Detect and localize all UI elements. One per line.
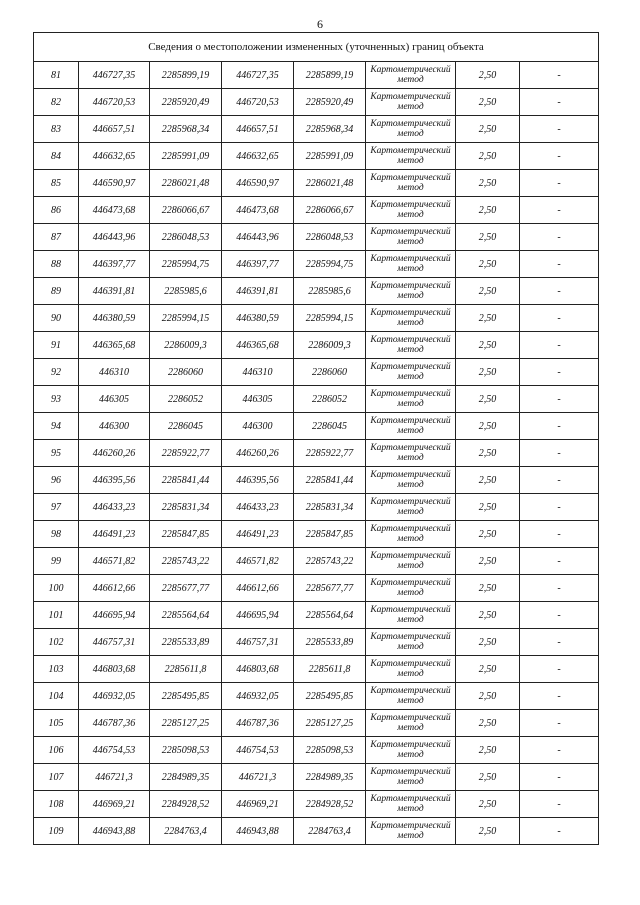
refined-y-cell: 2285994,75 [294,251,366,278]
refined-y-cell: 2285922,77 [294,440,366,467]
existing-x-cell: 446260,26 [79,440,150,467]
existing-y-cell: 2285922,77 [150,440,222,467]
method-cell: Картометрический метод [366,116,456,143]
existing-x-cell: 446397,77 [79,251,150,278]
refined-y-cell: 2284989,35 [294,764,366,791]
refined-y-cell: 2286021,48 [294,170,366,197]
point-number-cell: 94 [34,413,79,440]
method-cell: Картометрический метод [366,467,456,494]
existing-x-cell: 446721,3 [79,764,150,791]
accuracy-cell: 2,50 [456,548,520,575]
note-cell: - [520,413,599,440]
refined-y-cell: 2286052 [294,386,366,413]
table-row [34,764,599,791]
note-cell: - [520,386,599,413]
point-number-cell: 96 [34,467,79,494]
accuracy-cell: 2,50 [456,440,520,467]
refined-x-cell: 446632,65 [222,143,294,170]
point-number-cell: 93 [34,386,79,413]
point-number-cell: 102 [34,629,79,656]
table-row [34,413,599,440]
accuracy-cell: 2,50 [456,224,520,251]
existing-y-cell: 2286009,3 [150,332,222,359]
point-number-cell: 88 [34,251,79,278]
method-cell: Картометрический метод [366,197,456,224]
table-row [34,251,599,278]
table-row [34,332,599,359]
table-row [34,791,599,818]
accuracy-cell: 2,50 [456,710,520,737]
existing-y-cell: 2285098,53 [150,737,222,764]
existing-x-cell: 446943,88 [79,818,150,845]
page-number: 6 [317,17,323,31]
note-cell: - [520,656,599,683]
method-cell: Картометрический метод [366,575,456,602]
accuracy-cell: 2,50 [456,791,520,818]
existing-x-cell: 446433,23 [79,494,150,521]
accuracy-cell: 2,50 [456,818,520,845]
existing-y-cell: 2285677,77 [150,575,222,602]
method-cell: Картометрический метод [366,89,456,116]
existing-y-cell: 2285831,34 [150,494,222,521]
accuracy-cell: 2,50 [456,197,520,224]
refined-x-cell: 446365,68 [222,332,294,359]
point-number-cell: 98 [34,521,79,548]
table-row [34,683,599,710]
note-cell: - [520,224,599,251]
refined-x-cell: 446300 [222,413,294,440]
refined-x-cell: 446932,05 [222,683,294,710]
existing-x-cell: 446590,97 [79,170,150,197]
table-row [34,629,599,656]
note-cell: - [520,710,599,737]
note-cell: - [520,791,599,818]
note-cell: - [520,278,599,305]
note-cell: - [520,89,599,116]
table-row [34,710,599,737]
refined-x-cell: 446787,36 [222,710,294,737]
point-number-cell: 108 [34,791,79,818]
table-row [34,737,599,764]
existing-x-cell: 446632,65 [79,143,150,170]
refined-x-cell: 446433,23 [222,494,294,521]
note-cell: - [520,440,599,467]
note-cell: - [520,116,599,143]
existing-y-cell: 2286052 [150,386,222,413]
existing-y-cell: 2286066,67 [150,197,222,224]
point-number-cell: 84 [34,143,79,170]
existing-y-cell: 2285743,22 [150,548,222,575]
note-cell: - [520,602,599,629]
existing-x-cell: 446727,35 [79,62,150,89]
method-cell: Картометрический метод [366,521,456,548]
table-row [34,197,599,224]
refined-y-cell: 2286045 [294,413,366,440]
note-cell: - [520,818,599,845]
method-cell: Картометрический метод [366,629,456,656]
existing-y-cell: 2285564,64 [150,602,222,629]
existing-y-cell: 2285495,85 [150,683,222,710]
refined-y-cell: 2285968,34 [294,116,366,143]
refined-y-cell: 2285564,64 [294,602,366,629]
accuracy-cell: 2,50 [456,89,520,116]
accuracy-cell: 2,50 [456,332,520,359]
refined-x-cell: 446727,35 [222,62,294,89]
existing-x-cell: 446657,51 [79,116,150,143]
table-row [34,386,599,413]
refined-x-cell: 446443,96 [222,224,294,251]
point-number-cell: 90 [34,305,79,332]
refined-x-cell: 446720,53 [222,89,294,116]
refined-y-cell: 2285677,77 [294,575,366,602]
refined-x-cell: 446380,59 [222,305,294,332]
refined-x-cell: 446305 [222,386,294,413]
refined-y-cell: 2286060 [294,359,366,386]
refined-y-cell: 2285127,25 [294,710,366,737]
accuracy-cell: 2,50 [456,494,520,521]
method-cell: Картометрический метод [366,278,456,305]
accuracy-cell: 2,50 [456,143,520,170]
accuracy-cell: 2,50 [456,737,520,764]
refined-x-cell: 446721,3 [222,764,294,791]
refined-x-cell: 446754,53 [222,737,294,764]
existing-y-cell: 2285994,15 [150,305,222,332]
refined-y-cell: 2285611,8 [294,656,366,683]
note-cell: - [520,737,599,764]
point-number-cell: 103 [34,656,79,683]
refined-x-cell: 446612,66 [222,575,294,602]
refined-y-cell: 2286066,67 [294,197,366,224]
method-cell: Картометрический метод [366,602,456,629]
existing-y-cell: 2285611,8 [150,656,222,683]
point-number-cell: 97 [34,494,79,521]
method-cell: Картометрический метод [366,440,456,467]
refined-y-cell: 2284763,4 [294,818,366,845]
refined-x-cell: 446395,56 [222,467,294,494]
existing-x-cell: 446443,96 [79,224,150,251]
accuracy-cell: 2,50 [456,386,520,413]
note-cell: - [520,683,599,710]
existing-x-cell: 446365,68 [79,332,150,359]
table-row [34,440,599,467]
refined-y-cell: 2285985,6 [294,278,366,305]
note-cell: - [520,143,599,170]
method-cell: Картометрический метод [366,143,456,170]
existing-y-cell: 2285994,75 [150,251,222,278]
method-cell: Картометрический метод [366,251,456,278]
existing-x-cell: 446380,59 [79,305,150,332]
point-number-cell: 107 [34,764,79,791]
accuracy-cell: 2,50 [456,629,520,656]
method-cell: Картометрический метод [366,224,456,251]
table-row [34,548,599,575]
method-cell: Картометрический метод [366,548,456,575]
point-number-cell: 91 [34,332,79,359]
refined-y-cell: 2284928,52 [294,791,366,818]
method-cell: Картометрический метод [366,737,456,764]
accuracy-cell: 2,50 [456,413,520,440]
refined-x-cell: 446260,26 [222,440,294,467]
point-number-cell: 82 [34,89,79,116]
accuracy-cell: 2,50 [456,359,520,386]
accuracy-cell: 2,50 [456,602,520,629]
existing-x-cell: 446612,66 [79,575,150,602]
table-row [34,818,599,845]
existing-x-cell: 446491,23 [79,521,150,548]
method-cell: Картометрический метод [366,413,456,440]
refined-x-cell: 446397,77 [222,251,294,278]
accuracy-cell: 2,50 [456,305,520,332]
existing-y-cell: 2285533,89 [150,629,222,656]
accuracy-cell: 2,50 [456,62,520,89]
point-number-cell: 89 [34,278,79,305]
existing-x-cell: 446395,56 [79,467,150,494]
method-cell: Картометрический метод [366,764,456,791]
note-cell: - [520,467,599,494]
refined-x-cell: 446473,68 [222,197,294,224]
boundary-coordinates-table [33,32,599,845]
point-number-cell: 100 [34,575,79,602]
table-row [34,575,599,602]
existing-y-cell: 2285968,34 [150,116,222,143]
existing-y-cell: 2284763,4 [150,818,222,845]
accuracy-cell: 2,50 [456,278,520,305]
table-row [34,62,599,89]
table-row [34,494,599,521]
point-number-cell: 95 [34,440,79,467]
refined-y-cell: 2285991,09 [294,143,366,170]
note-cell: - [520,332,599,359]
table-row [34,359,599,386]
existing-y-cell: 2285920,49 [150,89,222,116]
existing-x-cell: 446803,68 [79,656,150,683]
refined-y-cell: 2285994,15 [294,305,366,332]
method-cell: Картометрический метод [366,305,456,332]
table-row [34,170,599,197]
existing-y-cell: 2285127,25 [150,710,222,737]
existing-y-cell: 2286048,53 [150,224,222,251]
existing-x-cell: 446305 [79,386,150,413]
refined-x-cell: 446969,21 [222,791,294,818]
refined-y-cell: 2285847,85 [294,521,366,548]
accuracy-cell: 2,50 [456,116,520,143]
point-number-cell: 99 [34,548,79,575]
refined-x-cell: 446491,23 [222,521,294,548]
note-cell: - [520,251,599,278]
note-cell: - [520,548,599,575]
point-number-cell: 106 [34,737,79,764]
point-number-cell: 105 [34,710,79,737]
method-cell: Картометрический метод [366,170,456,197]
table-row [34,305,599,332]
existing-y-cell: 2286060 [150,359,222,386]
table-row [34,278,599,305]
refined-y-cell: 2285841,44 [294,467,366,494]
method-cell: Картометрический метод [366,62,456,89]
method-cell: Картометрический метод [366,710,456,737]
point-number-cell: 109 [34,818,79,845]
note-cell: - [520,305,599,332]
method-cell: Картометрический метод [366,359,456,386]
refined-y-cell: 2285533,89 [294,629,366,656]
note-cell: - [520,359,599,386]
existing-x-cell: 446754,53 [79,737,150,764]
refined-y-cell: 2285098,53 [294,737,366,764]
existing-x-cell: 446571,82 [79,548,150,575]
point-number-cell: 85 [34,170,79,197]
point-number-cell: 81 [34,62,79,89]
point-number-cell: 92 [34,359,79,386]
method-cell: Картометрический метод [366,791,456,818]
existing-y-cell: 2284989,35 [150,764,222,791]
existing-y-cell: 2286021,48 [150,170,222,197]
accuracy-cell: 2,50 [456,467,520,494]
note-cell: - [520,197,599,224]
point-number-cell: 87 [34,224,79,251]
existing-y-cell: 2286045 [150,413,222,440]
accuracy-cell: 2,50 [456,251,520,278]
refined-y-cell: 2285899,19 [294,62,366,89]
refined-y-cell: 2285920,49 [294,89,366,116]
table-row [34,467,599,494]
existing-x-cell: 446969,21 [79,791,150,818]
method-cell: Картометрический метод [366,656,456,683]
refined-y-cell: 2285495,85 [294,683,366,710]
accuracy-cell: 2,50 [456,764,520,791]
existing-x-cell: 446720,53 [79,89,150,116]
refined-x-cell: 446757,31 [222,629,294,656]
existing-y-cell: 2285841,44 [150,467,222,494]
existing-y-cell: 2285899,19 [150,62,222,89]
method-cell: Картометрический метод [366,386,456,413]
table-row [34,89,599,116]
point-number-cell: 104 [34,683,79,710]
refined-x-cell: 446657,51 [222,116,294,143]
existing-y-cell: 2285991,09 [150,143,222,170]
existing-x-cell: 446787,36 [79,710,150,737]
refined-x-cell: 446803,68 [222,656,294,683]
note-cell: - [520,629,599,656]
refined-y-cell: 2285831,34 [294,494,366,521]
refined-x-cell: 446943,88 [222,818,294,845]
existing-y-cell: 2285985,6 [150,278,222,305]
note-cell: - [520,62,599,89]
note-cell: - [520,170,599,197]
existing-x-cell: 446932,05 [79,683,150,710]
refined-y-cell: 2286048,53 [294,224,366,251]
table-row [34,521,599,548]
table-row [34,602,599,629]
method-cell: Картометрический метод [366,683,456,710]
accuracy-cell: 2,50 [456,575,520,602]
table-row [34,224,599,251]
accuracy-cell: 2,50 [456,683,520,710]
refined-y-cell: 2286009,3 [294,332,366,359]
existing-y-cell: 2284928,52 [150,791,222,818]
table-row [34,656,599,683]
note-cell: - [520,521,599,548]
existing-x-cell: 446310 [79,359,150,386]
table-row [34,143,599,170]
accuracy-cell: 2,50 [456,170,520,197]
accuracy-cell: 2,50 [456,521,520,548]
point-number-cell: 83 [34,116,79,143]
existing-x-cell: 446695,94 [79,602,150,629]
note-cell: - [520,764,599,791]
note-cell: - [520,575,599,602]
refined-x-cell: 446310 [222,359,294,386]
refined-x-cell: 446391,81 [222,278,294,305]
table-title: Сведения о местоположении измененных (уточненных) границ объекта [34,33,599,62]
point-number-cell: 86 [34,197,79,224]
method-cell: Картометрический метод [366,332,456,359]
existing-x-cell: 446757,31 [79,629,150,656]
existing-x-cell: 446300 [79,413,150,440]
refined-x-cell: 446695,94 [222,602,294,629]
existing-x-cell: 446473,68 [79,197,150,224]
point-number-cell: 101 [34,602,79,629]
method-cell: Картометрический метод [366,818,456,845]
method-cell: Картометрический метод [366,494,456,521]
existing-y-cell: 2285847,85 [150,521,222,548]
table-title-row [34,33,599,62]
refined-x-cell: 446590,97 [222,170,294,197]
note-cell: - [520,494,599,521]
table-row [34,116,599,143]
refined-x-cell: 446571,82 [222,548,294,575]
existing-x-cell: 446391,81 [79,278,150,305]
refined-y-cell: 2285743,22 [294,548,366,575]
accuracy-cell: 2,50 [456,656,520,683]
